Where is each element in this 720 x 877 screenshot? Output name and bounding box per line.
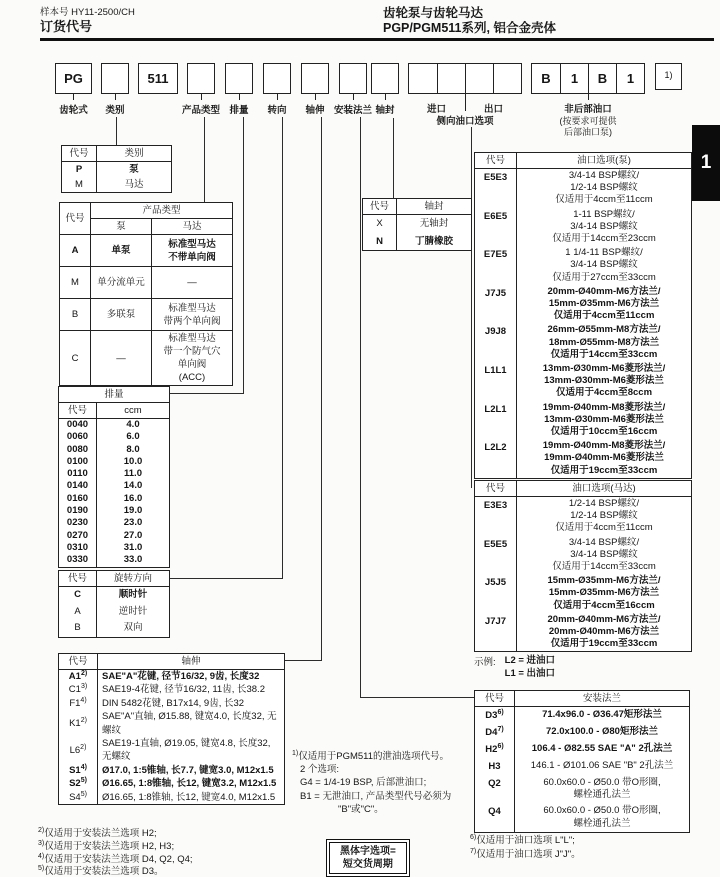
footnote-line: "B"或"C"。 (338, 803, 384, 815)
connector-tick (465, 99, 466, 111)
table-row: E7E5 1 1/4-11 BSP螺纹/ 3/4-14 BSP螺纹 仅适用于27ccm至33ccm (475, 246, 692, 285)
connector-line (164, 578, 283, 579)
table-row: A1$^{2)}$ SAE"A"花键, 径节16/32, 9齿, 长度32 (59, 670, 285, 684)
header-divider (40, 38, 714, 41)
code-segment (333, 63, 373, 116)
table-row: P 泵 (62, 162, 172, 178)
table-row: Q4 60.0x60.0 - Ø50.0 带O形圈, 螺栓通孔法兰 (475, 803, 690, 832)
connector-tick (385, 94, 386, 100)
bold-note-line1: 黑体字选项= (340, 846, 396, 857)
bold-note-line2: 短交货周期 (342, 859, 393, 870)
connector-line (243, 117, 244, 393)
footnote-ref-box: 1) (655, 63, 682, 90)
table-header: 代号 轴伸 (59, 654, 285, 670)
connector-line (116, 117, 117, 145)
footnote: $^{6)}$仅适用于油口选项 L"L"; (470, 833, 575, 846)
code-box (437, 64, 465, 93)
header-right (383, 6, 556, 36)
connector-tick (239, 94, 240, 100)
footnote-ref: 3) (38, 839, 45, 847)
table-title: 排量 (59, 387, 170, 403)
table-row: J9J8 26mm-Ø55mm-M8方法兰/ 18mm-Ø55mm-M8方法兰 仅适用于14ccm至33ccm (475, 323, 692, 362)
drain-option-footnote (292, 750, 497, 816)
footnote-ref: 6) (497, 708, 504, 716)
table-row: F1$^{4)}$ DIN 5482花键, B17x14, 9齿, 长32 (59, 697, 285, 710)
code-box: B (541, 71, 551, 86)
displacement-table (58, 386, 170, 568)
table-row: 0330 33.0 (59, 554, 170, 567)
footnote-ref: 7) (497, 725, 504, 733)
footnote-line: G4 = 1/4-19 BSP, 后部泄油口; (300, 777, 427, 789)
connector-line (204, 117, 205, 202)
code-segment (138, 63, 178, 94)
shaft-table (58, 653, 285, 805)
footnote-ref: 3) (80, 683, 88, 691)
footnote-ref: 2) (80, 716, 87, 724)
table-row: N 丁腈橡胶 (363, 233, 472, 251)
pump-ports-table (474, 152, 692, 479)
page-title: 订货代号 (40, 19, 93, 34)
seal-table (362, 198, 472, 251)
connector-tick (277, 94, 278, 100)
footnote-ref: 5) (80, 790, 87, 798)
example-label: 示例: (474, 657, 496, 668)
table-row: 0190 19.0 (59, 505, 170, 517)
connector-line (393, 118, 394, 198)
code-segment (55, 63, 92, 116)
footnote: $^{4)}$仅适用于安装法兰选项 D4, Q2, Q4; (38, 852, 193, 865)
code-box: B (588, 64, 616, 93)
motor-ports-table (474, 480, 692, 652)
table-subheader: 泵 马达 (60, 219, 233, 235)
code-box-label: 排量 (229, 105, 249, 116)
table-row: X 无轴封 (363, 215, 472, 233)
footnote-line: 2 个选项: (300, 764, 340, 776)
footnote-ref: 4) (38, 852, 45, 860)
code-box (187, 63, 215, 94)
table-row: D3$^{6)}$ 71.4x96.0 - Ø36.47矩形法兰 (475, 707, 690, 725)
table-row: B 双向 (59, 620, 170, 637)
code-box (225, 63, 253, 94)
code-segment (655, 63, 682, 90)
table-row: 0110 11.0 (59, 468, 170, 480)
ordering-code-row (55, 63, 682, 137)
product-title-line2: PGP/PGM511系列, 铝合金壳体 (383, 21, 556, 35)
table-row: 0270 27.0 (59, 530, 170, 542)
code-segment (263, 63, 291, 116)
table-row: 0140 14.0 (59, 480, 170, 492)
code-box (409, 64, 437, 93)
table-row: H3 146.1 - Ø101.06 SAE "B" 2孔法兰 (475, 758, 690, 775)
connector-line (280, 660, 322, 661)
header-left (40, 7, 135, 33)
connector-tick (115, 94, 116, 100)
table-row: Q2 60.0x60.0 - Ø50.0 带O形圈, 螺栓通孔法兰 (475, 775, 690, 803)
table-row: M 单分流单元 — (60, 267, 233, 299)
port-example (474, 654, 555, 680)
side-port-label: 侧向油口选项 (436, 116, 494, 127)
footnotes-right (470, 834, 581, 861)
footnote: $^{2)}$仅适用于安装法兰选项 H2; (38, 826, 157, 839)
table-header: 代号 油口选项(泵) (475, 153, 692, 169)
table-row: A 逆时针 (59, 604, 170, 621)
connector-tick (201, 94, 202, 100)
table-row: L2L2 19mm-Ø40mm-M8菱形法兰/ 19mm-Ø40mm-M6菱形法兰 仅适用于19ccm至33ccm (475, 439, 692, 478)
footnote-ref: 5) (80, 777, 87, 785)
code-segment (225, 63, 253, 116)
connector-tick (73, 94, 74, 100)
rotation-table (58, 570, 170, 638)
footnote-ref: 6) (470, 833, 477, 841)
table-row: L1L1 13mm-Ø30mm-M6菱形法兰/ 13mm-Ø30mm-M6菱形法兰 仅适用于4ccm至8ccm (475, 362, 692, 401)
table-row: S2$^{5)}$ Ø16.65, 1:8锥轴, 长12, 键宽3.2, M12x1.5 (59, 777, 285, 790)
footnote-ref: 7) (470, 847, 477, 855)
table-row: L6$^{2)}$ SAE19-1直轴, Ø19.05, 键宽4.8, 长度32, 无螺纹 (59, 737, 285, 764)
table-header: 代号 旋转方向 (59, 571, 170, 587)
code-box-label: 转向 (267, 105, 287, 116)
code-box: 511 (138, 63, 178, 94)
table-row: L2L1 19mm-Ø40mm-M8菱形法兰/ 13mm-Ø30mm-M6菱形法兰 仅适用于10ccm至16ccm (475, 401, 692, 440)
footnote-ref: 2) (80, 669, 88, 677)
connector-line (164, 393, 244, 394)
table-row: 0230 23.0 (59, 517, 170, 529)
footnote: $^{5)}$仅适用于安装法兰选项 D3。 (38, 865, 164, 877)
connector-line (321, 117, 322, 661)
table-row: B 多联泵 标准型马达 带两个单向阀 (60, 299, 233, 331)
example-line2: L1 = 出油口 (504, 668, 556, 679)
connector-tick (315, 94, 316, 100)
code-segment (181, 63, 221, 116)
table-row: 0310 31.0 (59, 542, 170, 554)
table-row: S4$^{5)}$ Ø16.65, 1:8锥轴, 长12, 键宽4.0, M12x1.5 (59, 791, 285, 805)
table-row: C1$^{3)}$ SAE19-4花键, 径节16/32, 11齿, 长38.2 (59, 683, 285, 696)
connector-line (282, 117, 283, 578)
table-row: 0040 4.0 (59, 419, 170, 432)
rear-port-label: 非后部油口 (564, 104, 612, 115)
footnote-ref: 2) (80, 743, 87, 751)
code-box (493, 64, 521, 93)
connector-line (360, 117, 361, 697)
category-table (61, 145, 172, 193)
product-title-line1: 齿轮泵与齿轮马达 (383, 6, 484, 20)
connector-tick (588, 94, 589, 100)
code-box-label: 轴封 (375, 105, 395, 116)
table-row: 0100 10.0 (59, 456, 170, 468)
code-box-label: 产品类型 (181, 105, 221, 116)
code-box: 1 (560, 64, 588, 93)
code-box-label: 轴伸 (305, 105, 325, 116)
table-header: 代号 类别 (62, 146, 172, 162)
inlet-label: 进口 (426, 104, 446, 115)
table-header: 代号 轴封 (363, 199, 472, 215)
code-box-label: 类别 (105, 105, 125, 116)
table-header: 代号 安装法兰 (475, 691, 690, 707)
table-row: H2$^{6)}$ 106.4 - Ø82.55 SAE "A" 2孔法兰 (475, 741, 690, 758)
code-box (301, 63, 329, 94)
code-box-label: 安装法兰 (333, 105, 373, 116)
product-type-table (59, 202, 233, 386)
connector-line (471, 127, 472, 488)
table-row: S1$^{4)}$ Ø17.0, 1:5锥轴, 长7.7, 键宽3.0, M12x1.5 (59, 764, 285, 777)
footnotes-left (38, 828, 193, 877)
footnote-ref: 4) (80, 696, 87, 704)
code-box (465, 64, 493, 93)
table-row: E3E3 1/2-14 BSP螺纹/ 1/2-14 BSP螺纹 仅适用于4ccm至11ccm (475, 497, 692, 536)
table-row: C — 标准型马达 带一个防气穴 单向阀 (ACC) (60, 331, 233, 386)
side-port-group (408, 63, 522, 127)
table-row: J7J5 20mm-Ø40mm-M6方法兰/ 15mm-Ø35mm-M6方法兰 仅适用于4ccm至11ccm (475, 285, 692, 324)
table-row: 0080 8.0 (59, 444, 170, 456)
table-row: E5E3 3/4-14 BSP螺纹/ 1/2-14 BSP螺纹 仅适用于4ccm至11ccm (475, 169, 692, 208)
rear-port-group (531, 63, 645, 137)
table-row: J5J5 15mm-Ø35mm-M6方法兰/ 15mm-Ø35mm-M6方法兰 仅适用于4ccm至16ccm (475, 574, 692, 613)
table-header: 代号 ccm (59, 403, 170, 419)
flange-table (474, 690, 690, 833)
table-row: 0160 16.0 (59, 493, 170, 505)
chapter-tab (692, 125, 720, 201)
code-box (101, 63, 129, 94)
code-box (339, 63, 367, 94)
table-header: 代号 产品类型 (60, 203, 233, 219)
footnote-ref: 4) (80, 763, 87, 771)
catalog-number: 样本号 HY11-2500/CH (40, 7, 135, 18)
footnote-ref: 1) (292, 749, 299, 757)
code-segment (301, 63, 329, 116)
table-row: D4$^{7)}$ 72.0x100.0 - Ø80矩形法兰 (475, 724, 690, 741)
table-row: E6E5 1-11 BSP螺纹/ 3/4-14 BSP螺纹 仅适用于14ccm至23ccm (475, 208, 692, 247)
code-box (263, 63, 291, 94)
connector-tick (353, 94, 354, 100)
footnote-line: $^{1)}$仅适用于PGM511的泄油选项代号。 (292, 749, 450, 762)
footnote-ref: 5) (38, 865, 45, 873)
code-box: 1 (616, 64, 644, 93)
code-segment (371, 63, 399, 116)
outlet-label: 出口 (483, 104, 503, 115)
footnote: $^{3)}$仅适用于安装法兰选项 H2, H3; (38, 839, 175, 852)
table-row: A 单泵 标准型马达 不带单向阀 (60, 235, 233, 267)
footnote-ref: 6) (497, 742, 504, 750)
code-segment (101, 63, 129, 116)
footnote: $^{7)}$仅适用于油口选项 J"J"。 (470, 847, 581, 860)
table-row: K1$^{2)}$ SAE"A"直轴, Ø15.88, 键宽4.0, 长度32, 无螺纹 (59, 710, 285, 737)
table-row: 0060 6.0 (59, 431, 170, 443)
bold-option-note (326, 839, 410, 877)
table-row: C 顺时针 (59, 587, 170, 604)
table-row: M 马达 (62, 177, 172, 193)
table-row: E5E5 3/4-14 BSP螺纹/ 3/4-14 BSP螺纹 仅适用于14ccm至33ccm (475, 536, 692, 575)
code-box-label: 齿轮式 (59, 105, 88, 116)
table-header: 代号 油口选项(马达) (475, 481, 692, 497)
chapter-number: 1 (700, 152, 712, 173)
table-row: J7J7 20mm-Ø40mm-M6方法兰/ 20mm-Ø40mm-M6方法兰 仅适用于19ccm至33ccm (475, 613, 692, 652)
footnote-line: B1 = 无泄油口, 产品类型代号必须为 (300, 790, 452, 802)
code-box (371, 63, 399, 94)
example-line1: L2 = 进油口 (504, 655, 556, 666)
rear-port-note-line2: 后部油口泵) (564, 127, 612, 137)
connector-line (360, 697, 474, 698)
rear-port-note-line1: (按要求可提供 (559, 116, 617, 126)
code-box: PG (55, 63, 92, 94)
footnote-ref: 2) (38, 826, 45, 834)
